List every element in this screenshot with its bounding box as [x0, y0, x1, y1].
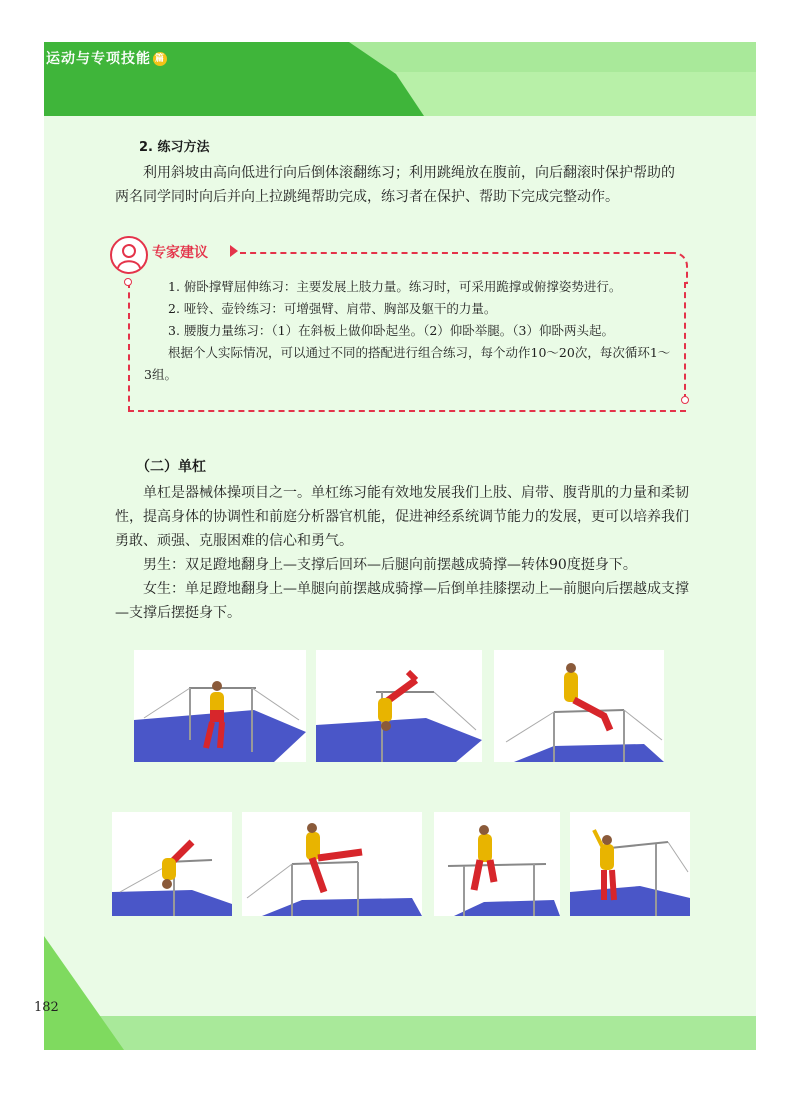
footer-band — [44, 1016, 756, 1050]
gymnastics-photo-7 — [570, 812, 690, 916]
advice-border-top — [240, 252, 670, 254]
advice-item: 1. 俯卧撑臂屈伸练习：主要发展上肢力量。练习时，可采用跪撑或俯撑姿势进行。 — [168, 279, 622, 294]
gymnastics-photo-5 — [242, 812, 422, 916]
expert-avatar-icon — [110, 236, 148, 274]
advice-border-left — [128, 282, 130, 412]
horizontal-bar-heading: （二）单杠 — [136, 459, 206, 475]
advice-border-right — [684, 282, 686, 400]
bar-girls-sequence: 女生：单足蹬地翻身上—单腿向前摆越成骑撑—后倒单挂膝摆动上—前腿向后摆越成支撑—支撑后摆挺身下。 — [115, 581, 689, 621]
section-heading: 2. 练习方法 — [139, 140, 210, 155]
chapter-title-text: 运动与专项技能 — [46, 51, 151, 67]
gymnastics-photo-1 — [134, 650, 306, 762]
footer-triangle — [44, 936, 124, 1050]
chapter-title — [46, 48, 167, 68]
practice-method-paragraph: 利用斜坡由高向低进行向后倒体滚翻练习；利用跳绳放在腹前，向后翻滚时保护帮助的两名同学同时向后并向上拉跳绳帮助完成，练习者在保护、帮助下完成完整动作。 — [115, 165, 675, 205]
gymnastics-photo-2 — [316, 650, 482, 762]
advice-item: 2. 哑铃、壶铃练习：可增强臂、肩带、胸部及躯干的力量。 — [168, 301, 497, 316]
page-number: 182 — [34, 1000, 59, 1015]
bar-paragraph: 单杠是器械体操项目之一。单杠练习能有效地发展我们上肢、肩带、腹背肌的力量和柔韧性，提高身体的协调性和前庭分析器官机能，促进神经系统调节能力的发展，更可以培养我们勇敢、顽强、克服困难的信心和勇气。 — [115, 485, 689, 549]
advice-content — [144, 276, 674, 386]
advice-dot — [124, 278, 132, 286]
bar-boys-sequence: 男生：双足蹬地翻身上—支撑后回环—后腿向前摆越成骑撑—转体90度挺身下。 — [143, 557, 637, 573]
advice-border-bottom — [128, 410, 686, 412]
gymnastics-photo-4 — [112, 812, 232, 916]
advice-dot — [681, 396, 689, 404]
gymnastics-photo-6 — [434, 812, 560, 916]
horizontal-bar-text — [115, 481, 693, 625]
advice-item: 根据个人实际情况，可以通过不同的搭配进行组合练习，每个动作10～20次，每次循环1～3组。 — [144, 345, 671, 382]
advice-title: 专家建议 — [152, 245, 208, 261]
gymnastics-photo-3 — [494, 650, 664, 762]
chapter-badge: 篇 — [154, 54, 165, 64]
advice-arrow-icon — [230, 245, 238, 257]
advice-item: 3. 腰腹力量练习：（1）在斜板上做仰卧起坐。（2）仰卧举腿。（3）仰卧两头起。 — [168, 323, 615, 338]
